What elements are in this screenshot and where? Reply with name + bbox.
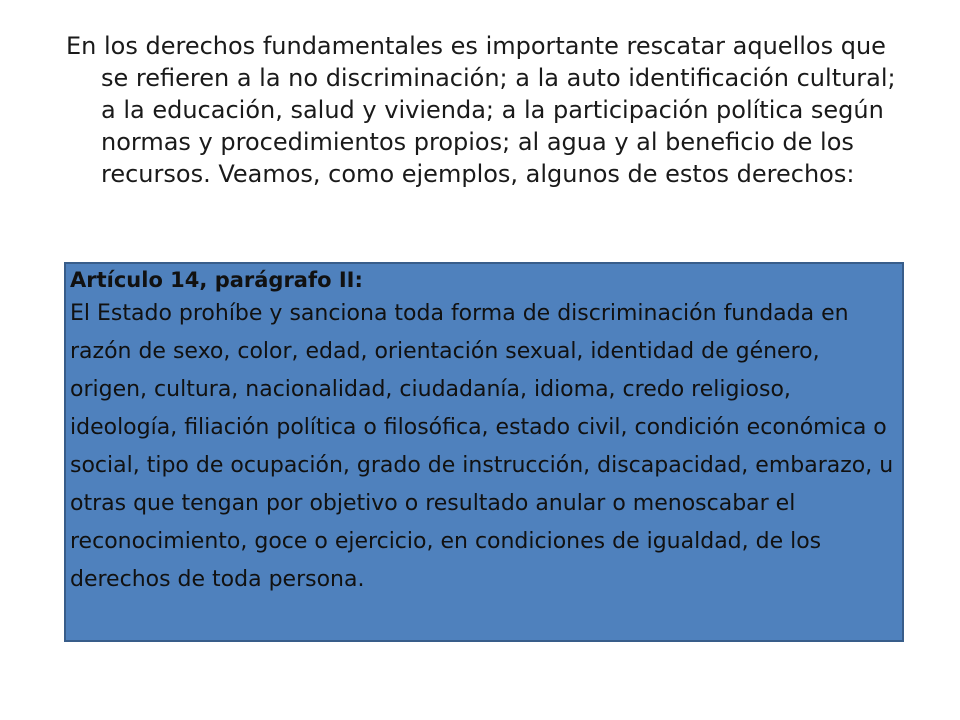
article-body-text: El Estado prohíbe y sanciona toda forma de discriminación fundada en razón de sexo, color, edad, orientación sexual, identidad de género, origen, cultura, nacionalidad, ciudadanía, idioma, credo religioso, ideología, filiación política o filosófica, estado civil, condición económica o social, tipo de ocupación, grado de instrucción, discapacidad, embarazo, u otras que tengan por objetivo o resultado anular o menoscabar el reconocimiento, goce o ejercicio, en condiciones de igualdad, de los derechos de toda persona. <box>70 301 894 592</box>
article-quote-box <box>64 262 904 642</box>
intro-paragraph: En los derechos fundamentales es importante rescatar aquellos que se refieren a la no discriminación; a la auto identificación cultural; a la educación, salud y vivienda; a la participación política según normas y procedimientos propios; al agua y al beneficio de los recursos. Veamos, como ejemplos, algunos de estos derechos: <box>66 32 896 188</box>
article-title: Artículo 14, parágrafo II: <box>70 268 363 292</box>
